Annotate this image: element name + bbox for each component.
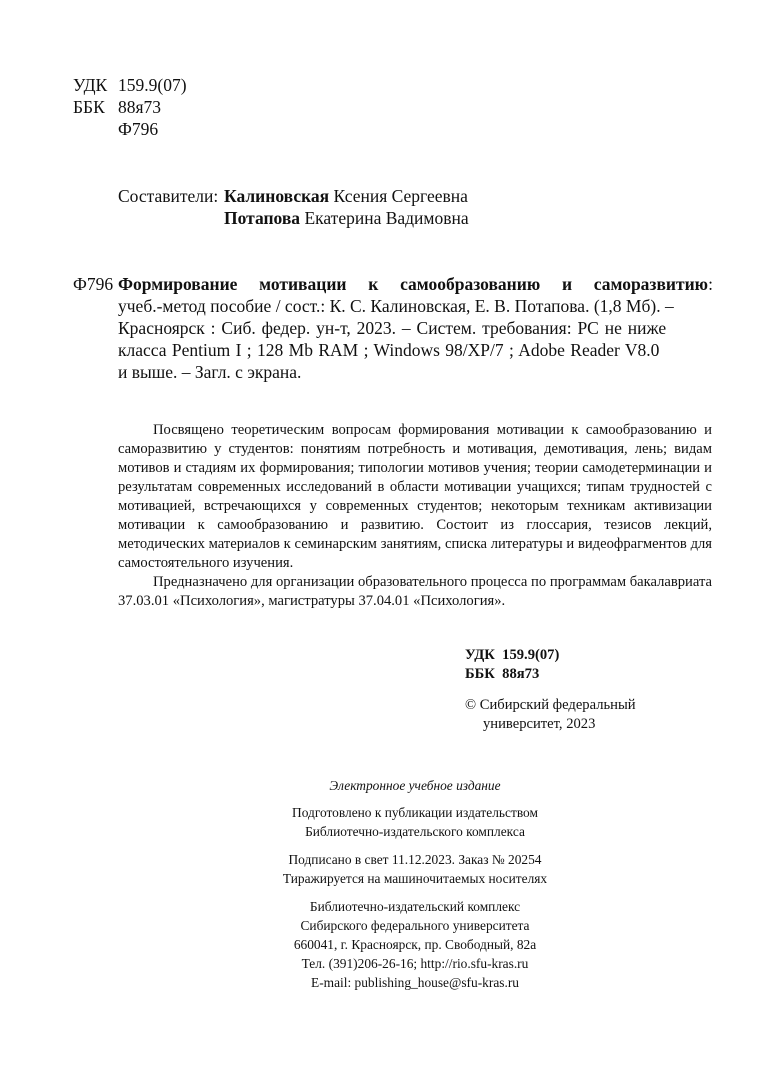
signed-line: Подписано в свет 11.12.2023. Заказ № 20254 bbox=[288, 852, 542, 867]
compiler-line-2 bbox=[118, 207, 469, 229]
lower-udk: УДК 159.9(07) bbox=[465, 647, 560, 663]
author-mark: Ф796 bbox=[118, 119, 159, 139]
email-line: E-mail: publishing_house@sfu-kras.ru bbox=[311, 975, 519, 990]
compiler-line-1 bbox=[118, 185, 469, 207]
bbk-line bbox=[73, 96, 187, 118]
contacts-line: Тел. (391)206-26-16; http://rio.sfu-kras.ru bbox=[301, 956, 529, 971]
bib-title: Формирование мотивации к самообразованию и саморазвитию bbox=[118, 274, 709, 294]
compiler-surname-2: Потапова bbox=[224, 208, 301, 228]
bib-title-line bbox=[118, 273, 713, 295]
publisher-line-1: Библиотечно-издательский комплекс bbox=[309, 899, 521, 914]
lower-bbk: ББК 88я73 bbox=[465, 666, 540, 682]
bbk-value: 88я73 bbox=[118, 97, 162, 117]
bib-title-sep: : bbox=[708, 274, 713, 294]
imprint bbox=[205, 776, 625, 992]
compiler-name-1: Ксения Сергеевна bbox=[333, 186, 468, 206]
publisher-line-2: Сибирского федерального университета bbox=[300, 918, 530, 933]
bib-line-3: класса Pentium I ; 128 Mb RAM ; Windows 98/XP/7 ; Adobe Reader V8.0 bbox=[118, 340, 660, 360]
copyright-line-1: © Сибирский федеральный bbox=[465, 697, 636, 713]
author-mark-line bbox=[73, 118, 187, 140]
address-line: 660041, г. Красноярск, пр. Свободный, 82а bbox=[293, 937, 537, 952]
bbk-label: ББК bbox=[73, 97, 105, 117]
abstract-paragraph-1: Посвящено теоретическим вопросам формирования мотивации к самообразованию и саморазвитию у студентов: понятиям потребность и мотивация, демотивация, лень; видам мотивов и стадиям их формирования; типологии мотивов учения; теории самодетерминации и результатам современных исследований в области мотивации учащихся; типам трудностей с мотивацией, встречающихся у современных студентов; некоторым техникам активизации мотивации к самообразованию и развитию. Состоит из глоссария, тезисов лекций, методических материалов к семинарским занятиям, списка литературы и видеофрагментов для самостоятельного изучения. bbox=[118, 422, 712, 571]
lower-classification bbox=[465, 646, 636, 734]
bib-line-1: учеб.-метод пособие / сост.: К. С. Калиновская, Е. В. Потапова. (1,8 Мб). – bbox=[118, 296, 674, 316]
copies-line: Тиражируется на машиночитаемых носителях bbox=[282, 871, 548, 886]
compiler-name-2: Екатерина Вадимовна bbox=[304, 208, 469, 228]
prepared-line-2: Библиотечно-издательского комплекса bbox=[305, 824, 525, 839]
prepared-line-1: Подготовлено к публикации издательством bbox=[292, 805, 538, 820]
udk-line bbox=[73, 74, 187, 96]
copyright-line-2: университет, 2023 bbox=[483, 716, 596, 732]
compiler-surname-1: Калиновская bbox=[224, 186, 330, 206]
compilers-block bbox=[118, 185, 469, 229]
udk-value: 159.9(07) bbox=[118, 75, 187, 95]
edition-type: Электронное учебное издание bbox=[329, 778, 501, 793]
abstract-paragraph-2: Предназначено для организации образовательного процесса по программам бакалавриата 37.03.01 «Психология», магистратуры 37.04.01 «Психология». bbox=[118, 574, 712, 609]
classification-block bbox=[73, 74, 187, 140]
bib-line-2: Красноярск : Сиб. федер. ун-т, 2023. – Систем. требования: PC не ниже bbox=[118, 318, 667, 338]
abstract bbox=[118, 421, 712, 611]
bib-mark: Ф796 bbox=[73, 274, 114, 294]
compilers-label: Составители: bbox=[118, 186, 219, 206]
udk-label: УДК bbox=[73, 75, 108, 95]
bib-line-4: и выше. – Загл. с экрана. bbox=[118, 362, 302, 382]
bib-record bbox=[118, 273, 713, 383]
